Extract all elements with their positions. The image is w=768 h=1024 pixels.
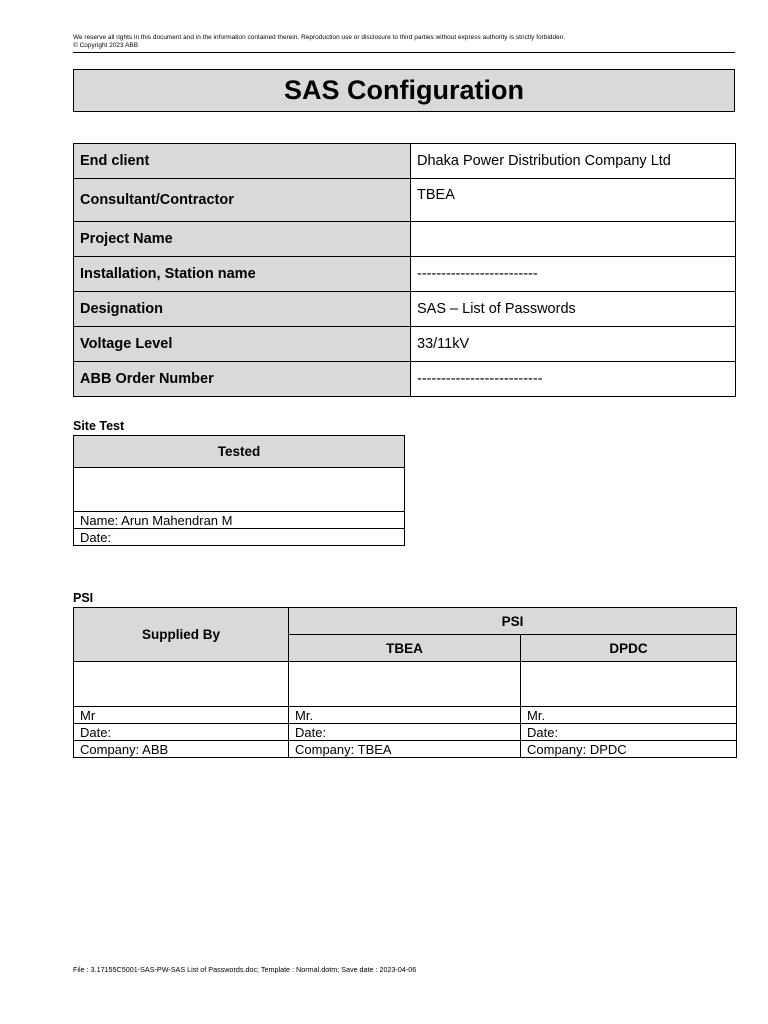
tbea-company: Company: TBEA — [289, 741, 521, 758]
project-name-value — [411, 222, 736, 257]
abb-company: Company: ABB — [74, 741, 289, 758]
table-row — [74, 292, 736, 327]
copyright-text: © Copyright 2023 ABB — [73, 42, 139, 49]
station-name-value: ------------------------- — [411, 257, 736, 292]
end-client-value: Dhaka Power Distribution Company Ltd — [411, 144, 736, 179]
end-client-label: End client — [74, 144, 411, 179]
table-row — [74, 222, 736, 257]
tbea-date: Date: — [289, 724, 521, 741]
dpdc-date: Date: — [521, 724, 737, 741]
supplied-by-header: Supplied By — [74, 608, 289, 662]
consultant-label: Consultant/Contractor — [74, 179, 411, 222]
order-number-label: ABB Order Number — [74, 362, 411, 397]
tbea-name: Mr. — [289, 707, 521, 724]
file-footer: File : 3.17155C5001-SAS-PW-SAS List of Passwords.doc; Template : Normal.dotm; Save date : 2023-04-06 — [73, 965, 417, 974]
table-row — [74, 179, 736, 222]
header-divider — [73, 52, 735, 53]
dpdc-header: DPDC — [521, 635, 737, 662]
table-row — [74, 362, 736, 397]
site-test-section-label: Site Test — [73, 419, 125, 433]
signature-cell — [289, 662, 521, 707]
site-test-table — [73, 435, 405, 546]
table-row — [74, 327, 736, 362]
tested-header: Tested — [74, 436, 405, 468]
abb-date: Date: — [74, 724, 289, 741]
psi-group-header: PSI — [289, 608, 737, 635]
station-name-label: Installation, Station name — [74, 257, 411, 292]
voltage-level-value: 33/11kV — [411, 327, 736, 362]
consultant-value: TBEA — [411, 179, 736, 222]
table-row — [74, 512, 405, 529]
tester-name: Name: Arun Mahendran M — [74, 512, 405, 529]
tbea-header: TBEA — [289, 635, 521, 662]
table-row — [74, 436, 405, 468]
designation-label: Designation — [74, 292, 411, 327]
table-row — [74, 662, 737, 707]
table-row — [74, 468, 405, 512]
table-row — [74, 707, 737, 724]
disclaimer-text: We reserve all rights in this document and in the information contained therein. Reproduction use or disclosure to third parties without express authority is strictly forbidden. — [73, 34, 566, 41]
dpdc-name: Mr. — [521, 707, 737, 724]
psi-section-label: PSI — [73, 591, 94, 605]
project-name-label: Project Name — [74, 222, 411, 257]
project-info-table — [73, 143, 736, 397]
signature-cell — [74, 468, 405, 512]
dpdc-company: Company: DPDC — [521, 741, 737, 758]
copyright-disclaimer — [73, 34, 735, 50]
signature-cell — [74, 662, 289, 707]
voltage-level-label: Voltage Level — [74, 327, 411, 362]
table-row — [74, 144, 736, 179]
table-row — [74, 724, 737, 741]
test-date: Date: — [74, 529, 405, 546]
table-row — [74, 257, 736, 292]
signature-cell — [521, 662, 737, 707]
abb-name: Mr — [74, 707, 289, 724]
table-row — [74, 529, 405, 546]
document-title: SAS Configuration — [73, 69, 735, 112]
order-number-value: -------------------------- — [411, 362, 736, 397]
designation-value: SAS – List of Passwords — [411, 292, 736, 327]
psi-table — [73, 607, 737, 758]
table-row — [74, 608, 737, 635]
table-row — [74, 741, 737, 758]
